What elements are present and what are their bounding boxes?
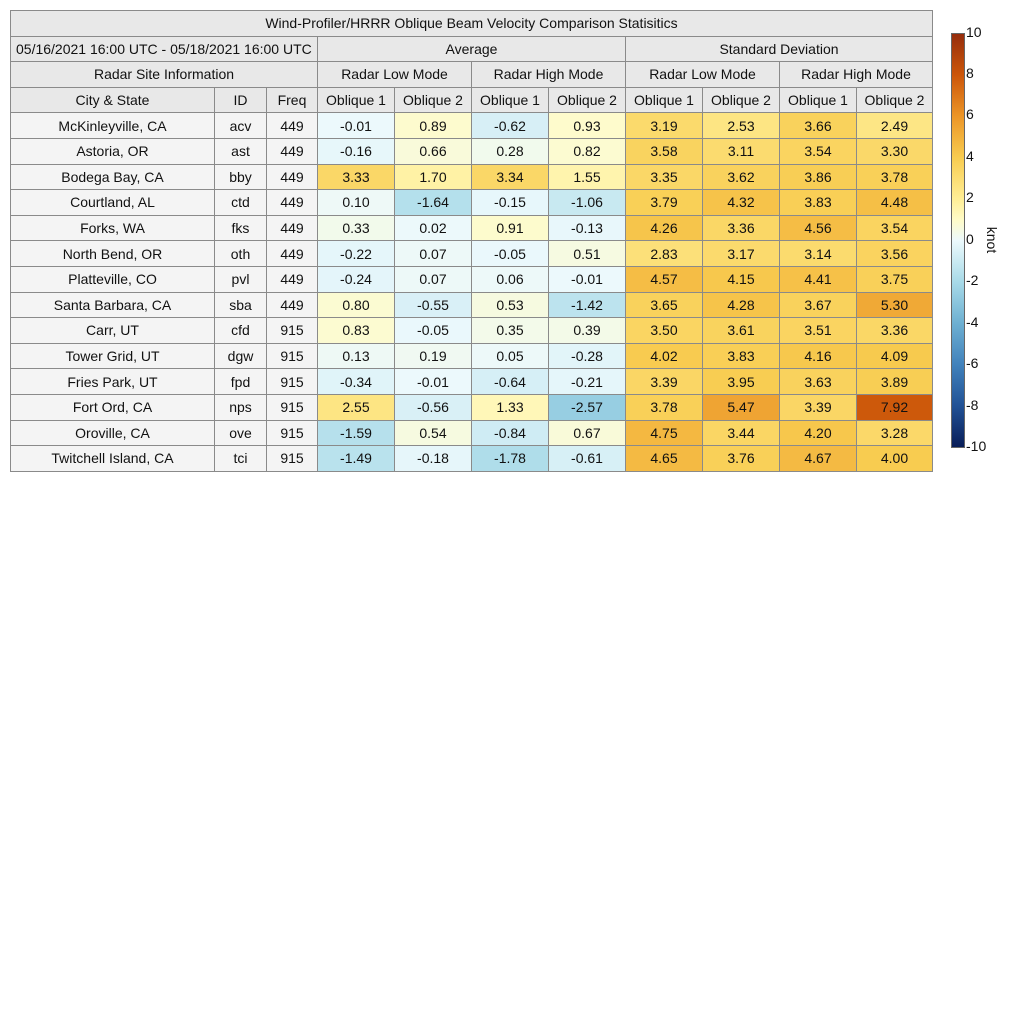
value-cell: 0.05 [472,343,549,369]
table-row [11,113,933,139]
avg-high-mode-header: Radar High Mode [472,62,626,88]
col-id-header: ID [215,87,267,113]
city-cell: Fort Ord, CA [11,394,215,420]
freq-cell: 449 [267,190,318,216]
value-cell: 0.35 [472,318,549,344]
value-cell: 3.67 [780,292,857,318]
value-cell: -1.49 [318,446,395,472]
value-cell: -0.22 [318,241,395,267]
value-cell: -1.64 [395,190,472,216]
value-cell: 1.55 [549,164,626,190]
value-cell: -0.24 [318,266,395,292]
value-cell: 4.32 [703,190,780,216]
std-high-mode-header: Radar High Mode [780,62,933,88]
colorbar-tick: -4 [966,313,979,330]
colorbar-tick: -8 [966,396,979,413]
value-cell: 4.48 [857,190,933,216]
value-cell: 3.36 [857,318,933,344]
value-cell: -0.64 [472,369,549,395]
value-cell: 4.65 [626,446,703,472]
std-dev-header: Standard Deviation [626,36,933,62]
value-cell: 3.30 [857,138,933,164]
table-row [11,318,933,344]
value-cell: 3.39 [780,394,857,420]
id-cell: pvl [215,266,267,292]
id-cell: nps [215,394,267,420]
table-row [11,292,933,318]
value-cell: 3.14 [780,241,857,267]
value-cell: 0.82 [549,138,626,164]
freq-cell: 915 [267,318,318,344]
city-cell: Oroville, CA [11,420,215,446]
table-row [11,138,933,164]
value-cell: 4.28 [703,292,780,318]
id-cell: cfd [215,318,267,344]
id-cell: ove [215,420,267,446]
value-cell: -0.13 [549,215,626,241]
value-cell: 3.36 [703,215,780,241]
value-cell: -0.56 [395,394,472,420]
colorbar-label: knot [984,226,1000,254]
city-cell: Tower Grid, UT [11,343,215,369]
id-cell: acv [215,113,267,139]
value-cell: 4.16 [780,343,857,369]
value-cell: 3.19 [626,113,703,139]
city-cell: Twitchell Island, CA [11,446,215,472]
col-avg-high-oblique2: Oblique 2 [549,87,626,113]
freq-cell: 915 [267,446,318,472]
id-cell: dgw [215,343,267,369]
city-cell: North Bend, OR [11,241,215,267]
value-cell: 0.89 [395,113,472,139]
value-cell: 2.83 [626,241,703,267]
value-cell: 4.26 [626,215,703,241]
value-cell: 4.09 [857,343,933,369]
value-cell: -2.57 [549,394,626,420]
col-avg-low-oblique2: Oblique 2 [395,87,472,113]
freq-cell: 449 [267,164,318,190]
value-cell: 2.53 [703,113,780,139]
colorbar-tick: -6 [966,355,979,371]
value-cell: 5.30 [857,292,933,318]
value-cell: 5.47 [703,394,780,420]
value-cell: -0.05 [472,241,549,267]
table-row [11,190,933,216]
colorbar-tick: 4 [966,147,974,164]
value-cell: 0.53 [472,292,549,318]
value-cell: -0.01 [395,369,472,395]
value-cell: -0.01 [318,113,395,139]
col-std-low-oblique2: Oblique 2 [703,87,780,113]
id-cell: oth [215,241,267,267]
id-cell: fks [215,215,267,241]
value-cell: -0.05 [395,318,472,344]
value-cell: 3.39 [626,369,703,395]
value-cell: 4.56 [780,215,857,241]
city-cell: Bodega Bay, CA [11,164,215,190]
value-cell: 3.44 [703,420,780,446]
value-cell: 3.50 [626,318,703,344]
value-cell: 3.34 [472,164,549,190]
value-cell: 0.06 [472,266,549,292]
value-cell: 4.75 [626,420,703,446]
value-cell: 7.92 [857,394,933,420]
value-cell: 3.78 [857,164,933,190]
value-cell: 3.11 [703,138,780,164]
value-cell: 3.83 [780,190,857,216]
value-cell: -0.15 [472,190,549,216]
value-cell: -1.42 [549,292,626,318]
value-cell: 3.78 [626,394,703,420]
col-std-low-oblique1: Oblique 1 [626,87,703,113]
colorbar-tick: 10 [966,24,982,40]
value-cell: 0.13 [318,343,395,369]
value-cell: -0.21 [549,369,626,395]
table-row [11,241,933,267]
value-cell: -0.18 [395,446,472,472]
value-cell: 0.54 [395,420,472,446]
value-cell: 0.02 [395,215,472,241]
value-cell: -0.62 [472,113,549,139]
col-std-high-oblique2: Oblique 2 [857,87,933,113]
col-city-header: City & State [11,87,215,113]
col-avg-high-oblique1: Oblique 1 [472,87,549,113]
freq-cell: 915 [267,369,318,395]
col-std-high-oblique1: Oblique 1 [780,87,857,113]
value-cell: 3.95 [703,369,780,395]
id-cell: tci [215,446,267,472]
value-cell: 3.62 [703,164,780,190]
value-cell: 4.20 [780,420,857,446]
value-cell: 4.57 [626,266,703,292]
value-cell: 4.15 [703,266,780,292]
colorbar-tick: -2 [966,272,979,288]
value-cell: 3.51 [780,318,857,344]
id-cell: bby [215,164,267,190]
city-cell: McKinleyville, CA [11,113,215,139]
value-cell: 0.07 [395,241,472,267]
colorbar-tick: -10 [966,438,987,454]
freq-cell: 915 [267,394,318,420]
average-header: Average [318,36,626,62]
freq-cell: 449 [267,292,318,318]
value-cell: -0.34 [318,369,395,395]
std-low-mode-header: Radar Low Mode [626,62,780,88]
value-cell: 2.49 [857,113,933,139]
col-avg-low-oblique1: Oblique 1 [318,87,395,113]
city-cell: Carr, UT [11,318,215,344]
city-cell: Fries Park, UT [11,369,215,395]
value-cell: 3.35 [626,164,703,190]
value-cell: -1.06 [549,190,626,216]
table-row [11,446,933,472]
table-row [11,266,933,292]
value-cell: 4.41 [780,266,857,292]
value-cell: 0.51 [549,241,626,267]
value-cell: 0.33 [318,215,395,241]
value-cell: 0.80 [318,292,395,318]
value-cell: 0.39 [549,318,626,344]
freq-cell: 915 [267,343,318,369]
value-cell: -0.55 [395,292,472,318]
avg-low-mode-header: Radar Low Mode [318,62,472,88]
id-cell: ast [215,138,267,164]
table-row [11,164,933,190]
table-row [11,394,933,420]
value-cell: 3.66 [780,113,857,139]
value-cell: 4.00 [857,446,933,472]
col-freq-header: Freq [267,87,318,113]
value-cell: 3.54 [857,215,933,241]
value-cell: -0.16 [318,138,395,164]
value-cell: 0.10 [318,190,395,216]
city-cell: Platteville, CO [11,266,215,292]
value-cell: 3.54 [780,138,857,164]
table-row [11,369,933,395]
value-cell: 3.75 [857,266,933,292]
statistics-table [10,10,933,472]
freq-cell: 915 [267,420,318,446]
freq-cell: 449 [267,241,318,267]
city-cell: Forks, WA [11,215,215,241]
value-cell: 0.66 [395,138,472,164]
id-cell: ctd [215,190,267,216]
value-cell: 3.89 [857,369,933,395]
freq-cell: 449 [267,113,318,139]
colorbar-tick: 6 [966,106,974,122]
value-cell: 2.55 [318,394,395,420]
value-cell: 3.65 [626,292,703,318]
value-cell: 3.86 [780,164,857,190]
value-cell: 3.33 [318,164,395,190]
value-cell: -0.84 [472,420,549,446]
value-cell: 3.28 [857,420,933,446]
value-cell: 3.76 [703,446,780,472]
value-cell: 3.58 [626,138,703,164]
value-cell: 0.28 [472,138,549,164]
value-cell: 3.56 [857,241,933,267]
value-cell: 0.83 [318,318,395,344]
value-cell: 3.79 [626,190,703,216]
value-cell: 4.67 [780,446,857,472]
value-cell: 0.19 [395,343,472,369]
freq-cell: 449 [267,215,318,241]
colorbar [951,33,965,448]
value-cell: 0.93 [549,113,626,139]
table-row [11,420,933,446]
value-cell: 3.61 [703,318,780,344]
value-cell: -0.61 [549,446,626,472]
id-cell: fpd [215,369,267,395]
value-cell: 3.63 [780,369,857,395]
value-cell: 0.91 [472,215,549,241]
table-row [11,343,933,369]
value-cell: 0.07 [395,266,472,292]
value-cell: -0.01 [549,266,626,292]
table-row [11,215,933,241]
value-cell: -1.78 [472,446,549,472]
city-cell: Santa Barbara, CA [11,292,215,318]
value-cell: 3.17 [703,241,780,267]
site-info-header: Radar Site Information [11,62,318,88]
value-cell: 1.33 [472,394,549,420]
freq-cell: 449 [267,266,318,292]
colorbar-tick: 0 [966,230,974,247]
value-cell: -1.59 [318,420,395,446]
value-cell: 1.70 [395,164,472,190]
city-cell: Courtland, AL [11,190,215,216]
colorbar-tick: 2 [966,189,974,205]
date-range: 05/16/2021 16:00 UTC - 05/18/2021 16:00 UTC [11,36,318,62]
value-cell: -0.28 [549,343,626,369]
value-cell: 4.02 [626,343,703,369]
freq-cell: 449 [267,138,318,164]
city-cell: Astoria, OR [11,138,215,164]
id-cell: sba [215,292,267,318]
table-title: Wind-Profiler/HRRR Oblique Beam Velocity Comparison Statisitics [11,11,933,37]
colorbar-tick: 8 [966,64,974,81]
value-cell: 3.83 [703,343,780,369]
value-cell: 0.67 [549,420,626,446]
